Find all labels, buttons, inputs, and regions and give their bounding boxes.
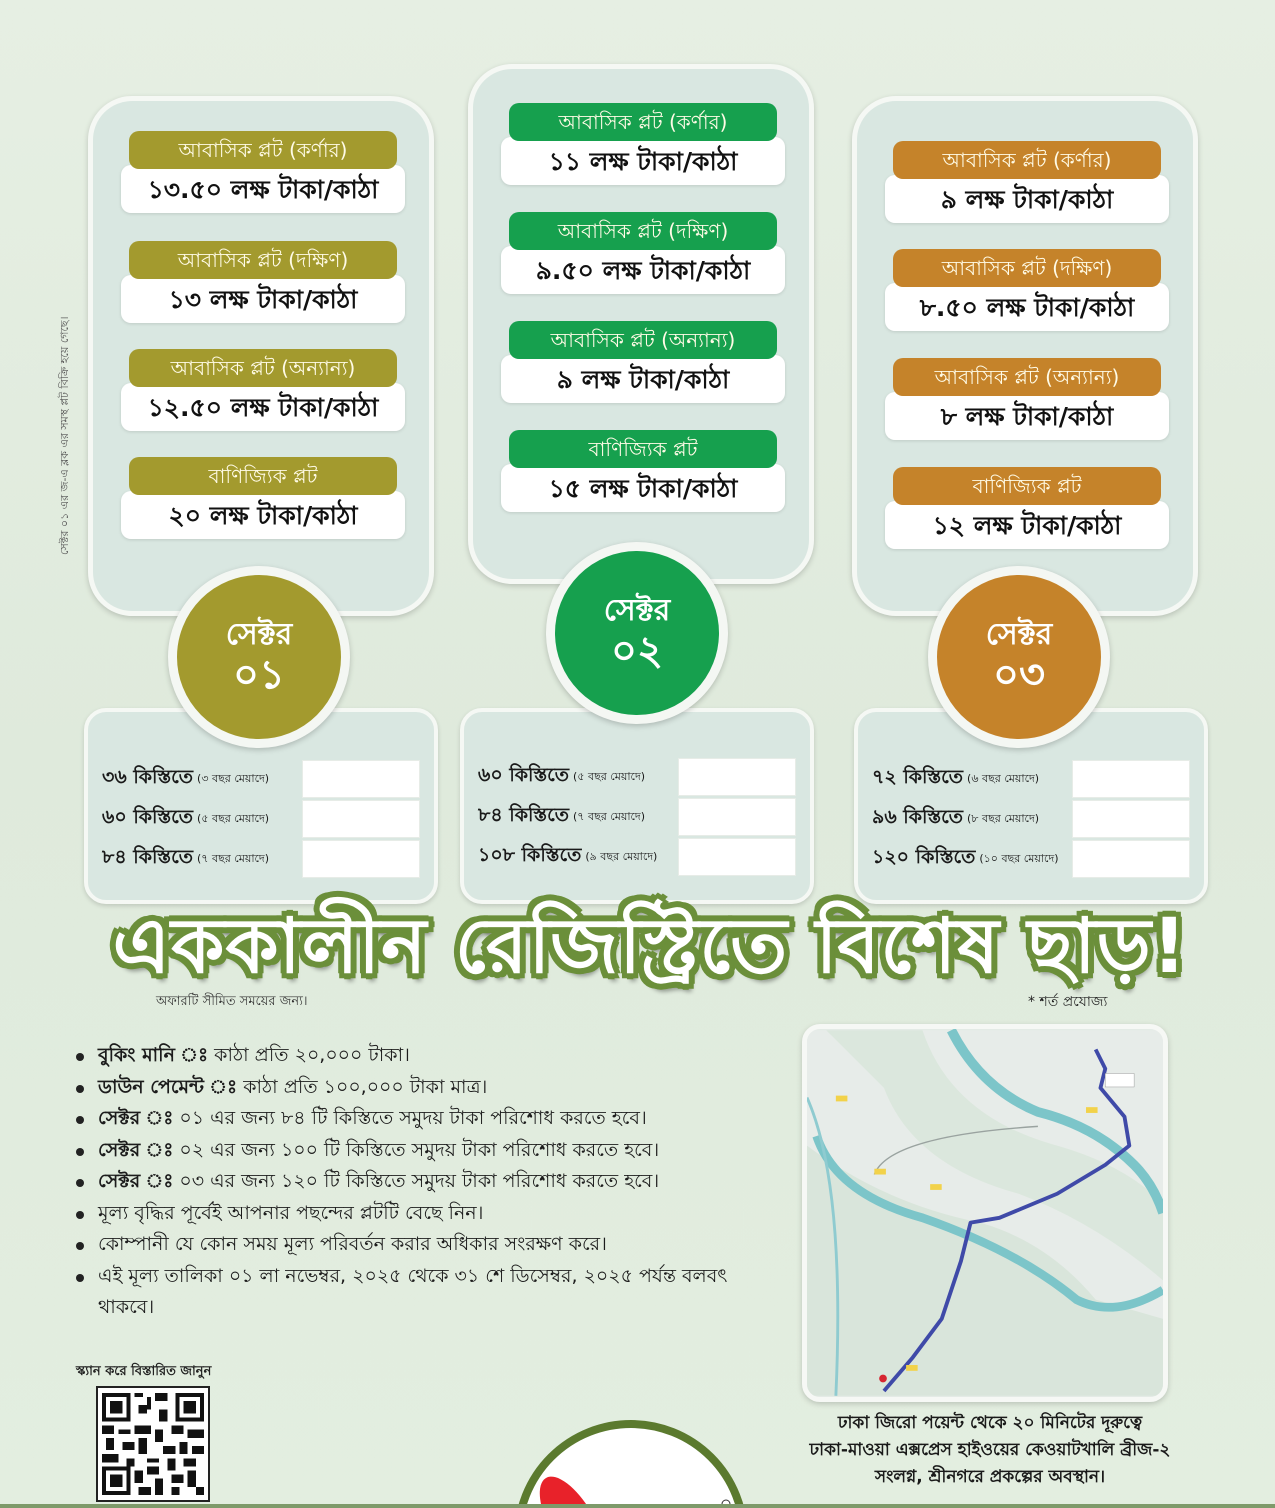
installment-count: ১০৮ কিস্তিতে xyxy=(478,844,582,866)
installment-amount-field xyxy=(302,760,420,798)
plot-type-label: আবাসিক প্লট (দক্ষিণ) xyxy=(893,249,1161,287)
installment-amount-field xyxy=(678,838,796,876)
price-item xyxy=(885,467,1169,549)
list-item xyxy=(72,1072,772,1104)
list-item xyxy=(72,1198,772,1230)
installment-count: ৮৪ কিস্তিতে xyxy=(478,804,569,826)
plot-price: ২০ লক্ষ টাকা/কাঠা xyxy=(121,491,405,539)
list-item xyxy=(72,1229,772,1261)
installment-period: (৭ বছর মেয়াদে) xyxy=(573,809,646,823)
installment-period: (৭ বছর মেয়াদে) xyxy=(197,851,270,865)
promo-headline: এককালীন রেজিস্ট্রিতে বিশেষ ছাড়! xyxy=(112,901,1188,990)
price-item xyxy=(501,321,785,403)
sector-02-installments xyxy=(460,708,814,904)
plot-type-label: আবাসিক প্লট (দক্ষিণ) xyxy=(129,241,397,279)
installment-period: (৩ বছর মেয়াদে) xyxy=(197,771,270,785)
offer-limited-note: অফারটি সীমিত সময়ের জন্য। xyxy=(156,994,308,1009)
bullet-text: কোম্পানী যে কোন সময় মূল্য পরিবর্তন করার অধিকার সংরক্ষণ করে। xyxy=(98,1233,607,1255)
installment-period: (৮ বছর মেয়াদে) xyxy=(967,811,1040,825)
installment-row xyxy=(478,758,796,796)
terms-list xyxy=(72,1040,772,1324)
plot-price: ১৫ লক্ষ টাকা/কাঠা xyxy=(501,464,785,512)
list-item xyxy=(72,1166,772,1198)
price-item xyxy=(885,141,1169,223)
plot-type-label: আবাসিক প্লট (কর্ণার) xyxy=(893,141,1161,179)
installment-amount-field xyxy=(1072,840,1190,878)
list-item xyxy=(72,1103,772,1135)
bullet-text: ০১ এর জন্য ৮৪ টি কিস্তিতে সমুদয় টাকা পরিশোধ করতে হবে। xyxy=(173,1107,647,1129)
sector-label: সেক্টর xyxy=(225,617,293,652)
price-item xyxy=(885,358,1169,440)
bottom-divider xyxy=(0,1504,1275,1508)
installment-count: ৯৬ কিস্তিতে xyxy=(872,806,964,828)
list-item xyxy=(72,1261,772,1324)
sector-number: ০১ xyxy=(233,652,285,698)
plot-type-label: আবাসিক প্লট (অন্যান্য) xyxy=(893,358,1161,396)
bullet-text: ০৩ এর জন্য ১২০ টি কিস্তিতে সমুদয় টাকা পরিশোধ করতে হবে। xyxy=(173,1170,660,1192)
plot-type-label: বাণিজ্যিক প্লট xyxy=(129,457,397,495)
installment-amount-field xyxy=(1072,760,1190,798)
map-caption-line: ঢাকা-মাওয়া এক্সপ্রেস হাইওয়ের কেওয়াটখালি ব্রীজ-২ xyxy=(809,1440,1171,1460)
plot-price: ১২ লক্ষ টাকা/কাঠা xyxy=(885,501,1169,549)
bullet-bold: ডাউন পেমেন্ট ঃ xyxy=(98,1075,238,1098)
installment-count: ৬০ কিস্তিতে xyxy=(478,764,570,786)
installment-amount-field xyxy=(1072,800,1190,838)
bullet-bold: সেক্টর ঃ xyxy=(98,1107,174,1129)
bullet-text: কাঠা প্রতি ১০০,০০০ টাকা মাত্র। xyxy=(237,1075,488,1098)
map-caption xyxy=(780,1410,1200,1491)
plot-price: ১২.৫০ লক্ষ টাকা/কাঠা xyxy=(121,383,405,431)
plot-price: ৯.৫০ লক্ষ টাকা/কাঠা xyxy=(501,246,785,294)
sector-02-price-card xyxy=(468,64,814,584)
price-item xyxy=(885,249,1169,331)
installment-row xyxy=(102,840,420,878)
installment-period: (৬ বছর মেয়াদে) xyxy=(967,771,1040,785)
installment-row xyxy=(102,760,420,798)
installment-amount-field xyxy=(302,800,420,838)
installment-row xyxy=(102,800,420,838)
bullet-bold: বুকিং মানি ঃ xyxy=(98,1044,209,1066)
side-note-sold-out: সেক্টর ০১ এর জ-এ ব্লক এর সমস্থ প্লট বিক্রি হয়ে গেছে। xyxy=(58,316,71,555)
bullet-text: এই মূল্য তালিকা ০১ লা নভেম্বর, ২০২৫ থেকে ৩১ শে ডিসেম্বর, ২০২৫ পর্যন্ত বলবৎ থাকবে। xyxy=(98,1264,728,1318)
sector-number: ০৩ xyxy=(992,652,1045,698)
price-item xyxy=(121,349,405,431)
plot-price: ৮.৫০ লক্ষ টাকা/কাঠা xyxy=(885,283,1169,331)
sector-03-price-card xyxy=(852,96,1198,616)
installment-amount-field xyxy=(678,758,796,796)
price-item xyxy=(121,241,405,323)
bullet-bold: সেক্টর ঃ xyxy=(98,1138,174,1161)
plot-type-label: আবাসিক প্লট (অন্যান্য) xyxy=(509,321,777,359)
sector-01-badge xyxy=(168,566,350,748)
installment-count: ১২০ কিস্তিতে xyxy=(872,846,976,868)
price-item xyxy=(501,430,785,512)
plot-type-label: আবাসিক প্লট (অন্যান্য) xyxy=(129,349,397,387)
installment-row xyxy=(478,838,796,876)
installment-row xyxy=(872,800,1190,838)
bullet-text: কাঠা প্রতি ২০,০০০ টাকা। xyxy=(208,1044,410,1066)
plot-type-label: আবাসিক প্লট (কর্ণার) xyxy=(129,131,397,169)
sector-03-badge xyxy=(928,566,1110,748)
price-item xyxy=(121,457,405,539)
installment-amount-field xyxy=(302,840,420,878)
qr-code-icon[interactable] xyxy=(96,1386,210,1502)
bullet-bold: সেক্টর ঃ xyxy=(98,1170,174,1192)
list-item xyxy=(72,1040,772,1072)
plot-type-label: বাণিজ্যিক প্লট xyxy=(509,430,777,468)
installment-row xyxy=(872,840,1190,878)
plot-type-label: আবাসিক প্লট (কর্ণার) xyxy=(509,103,777,141)
map-caption-line: সংলগ্ন, শ্রীনগরে প্রকল্পের অবস্থান। xyxy=(874,1467,1106,1487)
terms-apply-note: * শর্ত প্রযোজ্য xyxy=(1028,994,1108,1010)
bullet-text: ০২ এর জন্য ১০০ টি কিস্তিতে সমুদয় টাকা পরিশোধ করতে হবে। xyxy=(173,1138,660,1161)
sector-number: ০২ xyxy=(610,628,663,674)
installment-amount-field xyxy=(678,798,796,836)
plot-price: ১৩.৫০ লক্ষ টাকা/কাঠা xyxy=(121,165,405,213)
location-map[interactable] xyxy=(802,1024,1168,1402)
plot-price: ৮ লক্ষ টাকা/কাঠা xyxy=(885,392,1169,440)
installment-count: ৮৪ কিস্তিতে xyxy=(102,846,193,868)
plot-price: ৯ লক্ষ টাকা/কাঠা xyxy=(501,355,785,403)
plot-price: ১৩ লক্ষ টাকা/কাঠা xyxy=(121,275,405,323)
plot-price: ১১ লক্ষ টাকা/কাঠা xyxy=(501,137,785,185)
price-item xyxy=(501,212,785,294)
qr-caption: স্ক্যান করে বিস্তারিত জানুন xyxy=(76,1364,212,1379)
installment-period: (১০ বছর মেয়াদে) xyxy=(979,851,1059,865)
plot-price: ৯ লক্ষ টাকা/কাঠা xyxy=(885,175,1169,223)
price-item xyxy=(501,103,785,185)
sector-label: সেক্টর xyxy=(603,593,671,628)
installment-count: ৩৬ কিস্তিতে xyxy=(102,766,194,788)
installment-period: (৯ বছর মেয়াদে) xyxy=(585,849,658,863)
installment-count: ৬০ কিস্তিতে xyxy=(102,806,194,828)
sector-label: সেক্টর xyxy=(985,617,1053,652)
installment-period: (৫ বছর মেয়াদে) xyxy=(197,811,270,825)
plot-type-label: আবাসিক প্লট (দক্ষিণ) xyxy=(509,212,777,250)
list-item xyxy=(72,1135,772,1167)
company-logo-icon xyxy=(514,1420,748,1508)
plot-type-label: বাণিজ্যিক প্লট xyxy=(893,467,1161,505)
sector-01-price-card xyxy=(88,96,434,616)
map-caption-line: ঢাকা জিরো পয়েন্ট থেকে ২০ মিনিটের দূরুত্বে xyxy=(837,1413,1143,1433)
installment-period: (৫ বছর মেয়াদে) xyxy=(573,769,646,783)
installment-count: ৭২ কিস্তিতে xyxy=(872,766,964,788)
price-item xyxy=(121,131,405,213)
installment-row xyxy=(872,760,1190,798)
sector-02-badge xyxy=(546,542,728,724)
bullet-text: মূল্য বৃদ্ধির পূর্বেই আপনার পছন্দের প্লটটি বেছে নিন। xyxy=(98,1201,484,1224)
installment-row xyxy=(478,798,796,836)
